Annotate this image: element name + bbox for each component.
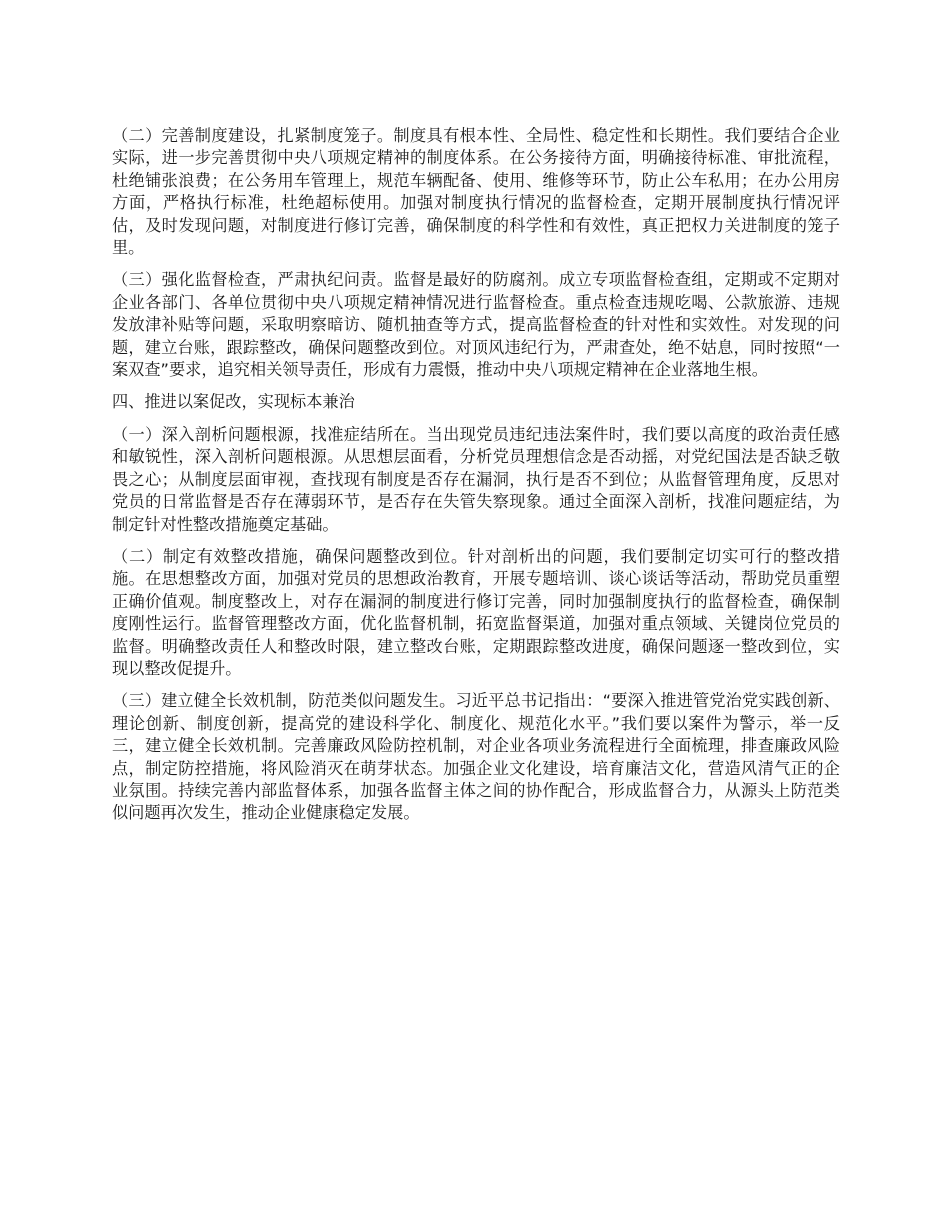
document-body <box>112 125 840 835</box>
paragraph-long-term-mechanism: （三）建立健全长效机制，防范类似问题发生。习近平总书记指出：“要深入推进管党治党实践创新、理论创新、制度创新，提高党的建设科学化、制度化、规范化水平。”我们要以案件为警示，举一反三，建立健全长效机制。完善廉政风险防控机制，对企业各项业务流程进行全面梳理，排查廉政风险点，制定防控措施，将风险消灭在萌芽状态。加强企业文化建设，培育廉洁文化，营造风清气正的企业氛围。持续完善内部监督体系，加强各监督主体之间的协作配合，形成监督合力，从源头上防范类似问题再次发生，推动企业健康稳定发展。 <box>112 691 840 823</box>
paragraph-rectification-measures: （二）制定有效整改措施，确保问题整改到位。针对剖析出的问题，我们要制定切实可行的整改措施。在思想整改方面，加强对党员的思想政治教育，开展专题培训、谈心谈话等活动，帮助党员重塑正确价值观。制度整改上，对存在漏洞的制度进行修订完善，同时加强制度执行的监督检查，确保制度刚性运行。监督管理整改方面，优化监督机制，拓宽监督渠道，加强对重点领域、关键岗位党员的监督。明确整改责任人和整改时限，建立整改台账，定期跟踪整改进度，确保问题逐一整改到位，实现以整改促提升。 <box>112 546 840 678</box>
paragraph-strengthen-supervision: （三）强化监督检查，严肃执纪问责。监督是最好的防腐剂。成立专项监督检查组，定期或不定期对企业各部门、各单位贯彻中央八项规定精神情况进行监督检查。重点检查违规吃喝、公款旅游、违规发放津补贴等问题，采取明察暗访、随机抽查等方式，提高监督检查的针对性和实效性。对发现的问题，建立台账，跟踪整改，确保问题整改到位。对顶风违纪行为，严肃查处，绝不姑息，同时按照“一案双查”要求，追究相关领导责任，形成有力震慑，推动中央八项规定精神在企业落地生根。 <box>112 270 840 380</box>
section-heading-four: 四、推进以案促改，实现标本兼治 <box>112 392 355 412</box>
paragraph-analyze-root-causes: （一）深入剖析问题根源，找准症结所在。当出现党员违纪违法案件时，我们要以高度的政治责任感和敏锐性，深入剖析问题根源。从思想层面看，分析党员理想信念是否动摇，对党纪国法是否缺乏敬畏之心；从制度层面审视，查找现有制度是否存在漏洞，执行是否不到位；从监督管理角度，反思对党员的日常监督是否存在薄弱环节，是否存在失管失察现象。通过全面深入剖析，找准问题症结，为制定针对性整改措施奠定基础。 <box>112 424 840 534</box>
paragraph-improve-system: （二）完善制度建设，扎紧制度笼子。制度具有根本性、全局性、稳定性和长期性。我们要结合企业实际，进一步完善贯彻中央八项规定精神的制度体系。在公务接待方面，明确接待标准、审批流程，杜绝铺张浪费；在公务用车管理上，规范车辆配备、使用、维修等环节，防止公车私用；在办公用房方面，严格执行标准，杜绝超标使用。加强对制度执行情况的监督检查，定期开展制度执行情况评估，及时发现问题，对制度进行修订完善，确保制度的科学性和有效性，真正把权力关进制度的笼子里。 <box>112 126 840 258</box>
